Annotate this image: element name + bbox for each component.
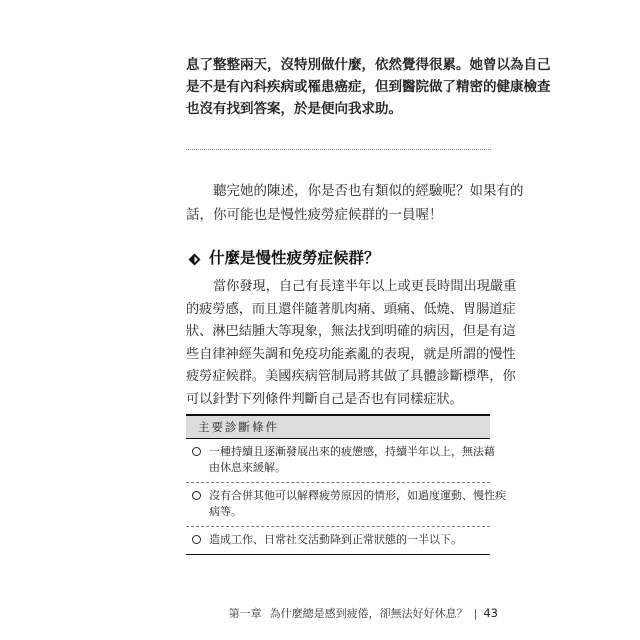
footer-title: 為什麼總是感到疲倦，卻無法好好休息？ [269, 607, 468, 620]
circle-bullet-icon [192, 491, 201, 500]
text-line: 當你發現，自己有長達半年以上或更長時間出現嚴重 [213, 279, 517, 294]
footer-separator: | [473, 606, 478, 620]
text-line: 聽完她的陳述，你是否也有類似的經驗呢？如果有的 [213, 183, 524, 199]
criteria-item [186, 439, 495, 482]
box-bottom-rule [186, 554, 490, 555]
text-line: 的疲勞感，而且還伴隨著肌肉痛、頭痛、低燒、胃腸道症 [186, 301, 516, 317]
criteria-box-title: 主要診斷條件 [186, 416, 490, 438]
text-line: 可以針對下列條件判斷自己是否也有同樣症狀。 [186, 391, 463, 407]
criteria-item-line: 沒有合併其他可以解釋疲勞原因的情形，如過度運動、慢性疾 [209, 489, 506, 502]
text-line: 話，你可能也是慢性疲勞症候群的一員喔！ [186, 207, 443, 223]
circle-bullet-icon [192, 535, 201, 544]
section-heading-text: 什麼是慢性疲勞症候群？ [209, 248, 380, 267]
criteria-item-line: 病等。 [209, 505, 242, 518]
circle-bullet-icon [192, 447, 201, 456]
text-line: 疲勞症候群。美國疾病管制局將其做了具體診斷標準，你 [186, 369, 516, 384]
paragraph-intro [186, 54, 551, 120]
criteria-item-line: 由休息來緩解。 [209, 461, 286, 474]
page-footer [228, 604, 498, 622]
criteria-item [186, 483, 506, 526]
section-heading [186, 244, 491, 270]
criteria-item [186, 527, 490, 554]
text-line: 些自律神經失調和免疫功能紊亂的表現，就是所謂的慢性 [186, 346, 516, 362]
text-line: 是不是有內科疾病或罹患癌症，但到醫院做了精密的健康檢查 [186, 79, 551, 95]
dotted-divider [186, 149, 491, 150]
text-line: 狀、淋巴結腫大等現象，無法找到明確的病因，但是有這 [186, 324, 516, 339]
text-line: 也沒有找到答案，於是便向我求助。 [186, 101, 402, 117]
footer-chapter: 第一章 [228, 607, 262, 620]
criteria-item-line: 一種持續且逐漸發展出來的疲憊感，持續半年以上，無法藉 [209, 445, 495, 458]
text-line: 息了整整兩天，沒特別做什麼，依然覺得很累。她曾以為自己 [186, 57, 551, 73]
page-number: 43 [483, 606, 498, 620]
diamond-bullet-icon [188, 251, 201, 264]
paragraph-question [186, 179, 524, 227]
criteria-item-line: 造成工作、日常社交活動降到正常狀態的一半以下。 [209, 533, 462, 546]
criteria-box [186, 414, 506, 555]
paragraph-definition [186, 276, 517, 411]
